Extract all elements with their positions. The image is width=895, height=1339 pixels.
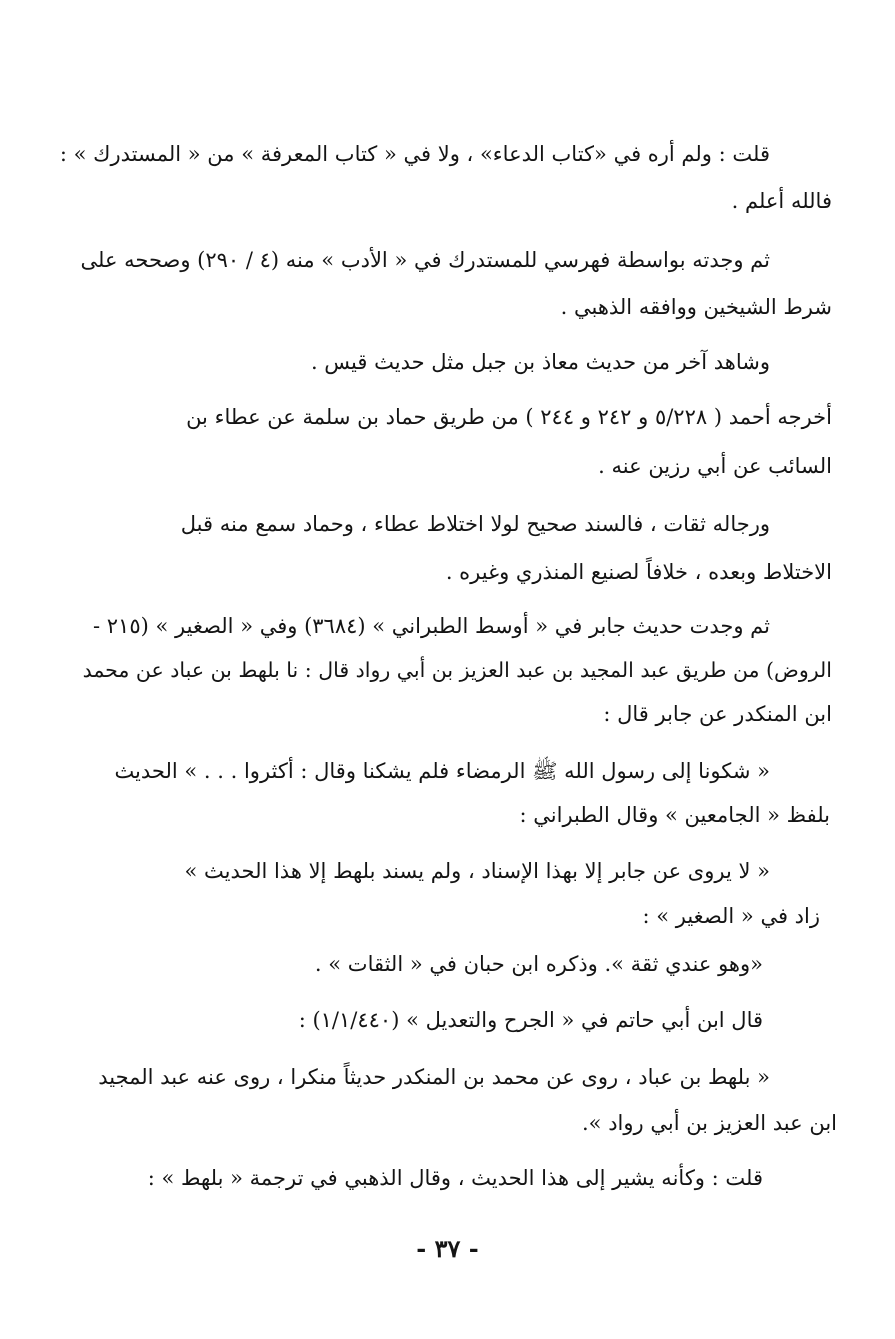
text-line: زاد في « الصغير » : [642,904,820,928]
text-line: « شكونا إلى رسول الله ﷺ الرمضاء فلم يشكنا وقال : أكثروا . . . » الحديث [114,759,770,783]
text-line: « بلهط بن عباد ، روى عن محمد بن المنكدر حديثاً منكرا ، روى عنه عبد المجيد [98,1065,770,1089]
text-line: أخرجه أحمد ( ٥/٢٢٨ و ٢٤٢ و ٢٤٤ ) من طريق حماد بن سلمة عن عطاء بن [186,405,832,429]
text-line: قلت : وكأنه يشير إلى هذا الحديث ، وقال الذهبي في ترجمة « بلهط » : [147,1166,763,1190]
page-number: - ٣٧ - [416,1234,479,1263]
text-line: وشاهد آخر من حديث معاذ بن جبل مثل حديث قيس . [310,350,770,374]
text-line: « لا يروى عن جابر إلا بهذا الإسناد ، ولم يسند بلهط إلا هذا الحديث » [184,859,770,883]
text-line: ابن المنكدر عن جابر قال : [603,702,832,726]
text-line: ثم وجدته بواسطة فهرسي للمستدرك في « الأدب » منه (٤ / ٢٩٠) وصححه على [80,248,770,272]
text-line: قال ابن أبي حاتم في « الجرح والتعديل » (١/١/٤٤٠) : [298,1008,763,1032]
text-line: ابن عبد العزيز بن أبي رواد ». [582,1111,837,1135]
text-line: شرط الشيخين ووافقه الذهبي . [560,295,832,319]
text-line: الروض) من طريق عبد المجيد بن عبد العزيز بن أبي رواد قال : نا بلهط بن عباد عن محمد [82,658,832,682]
text-line: قلت : ولم أره في «كتاب الدعاء» ، ولا في « كتاب المعرفة » من « المستدرك » : [59,142,770,166]
text-line: بلفظ « الجامعين » وقال الطبراني : [519,803,830,827]
text-line: ثم وجدت حديث جابر في « أوسط الطبراني » (٣٦٨٤) وفي « الصغير » (٢١٥ - [93,614,770,638]
text-line: فالله أعلم . [731,189,832,213]
text-line: ورجاله ثقات ، فالسند صحيح لولا اختلاط عطاء ، وحماد سمع منه قبل [180,512,770,536]
text-line: «وهو عندي ثقة ». وذكره ابن حبان في « الثقات » . [314,952,763,976]
text-line: الاختلاط وبعده ، خلافاً لصنيع المنذري وغيره . [445,560,832,584]
text-line: السائب عن أبي رزين عنه . [598,454,832,478]
